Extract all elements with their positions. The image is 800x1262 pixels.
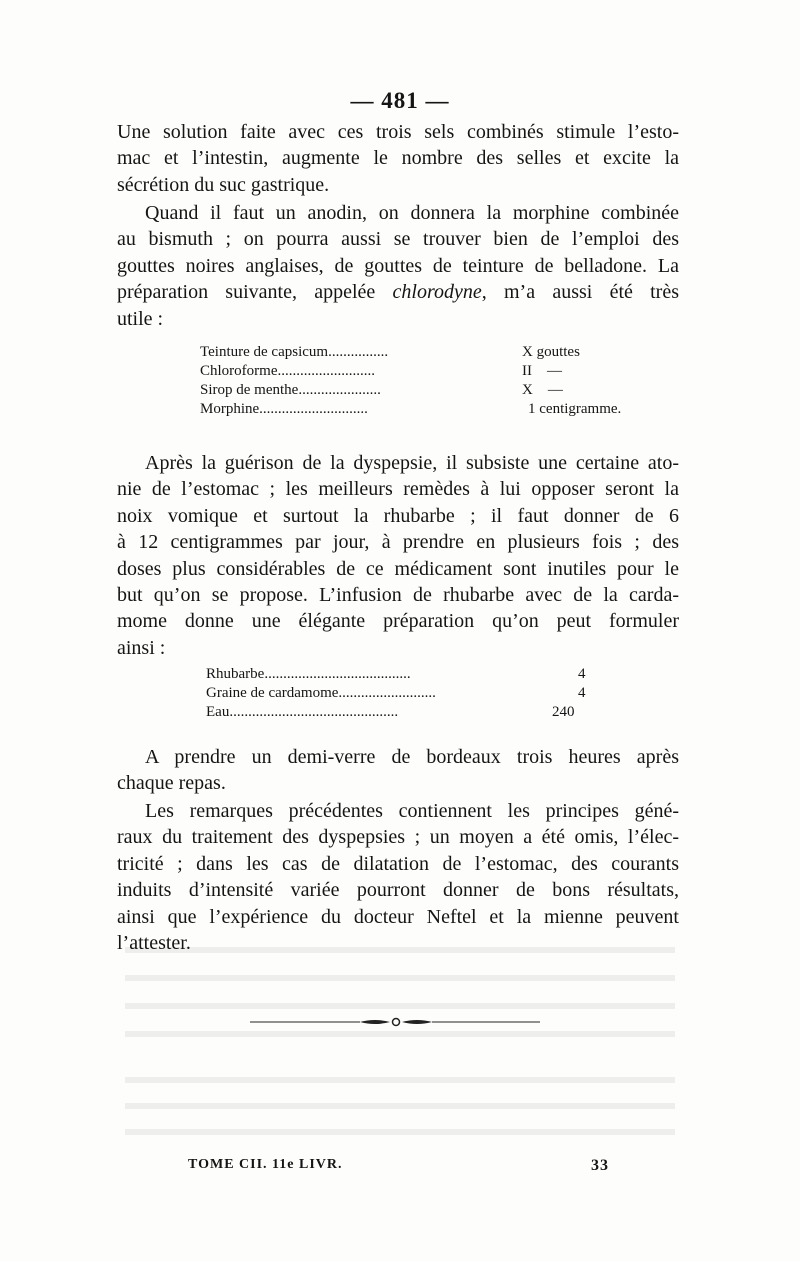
text-line: induits d’intensité variée pourront donner de bons résultats, bbox=[117, 879, 679, 902]
recipe-row bbox=[206, 665, 626, 684]
ingredient-quantity: X gouttes bbox=[522, 344, 580, 360]
text-line: chaque repas. bbox=[117, 772, 226, 795]
paragraph-3 bbox=[117, 450, 679, 661]
footer-signature-number: 33 bbox=[591, 1157, 609, 1174]
ingredient-quantity: 4 bbox=[578, 666, 586, 682]
text-fragment: , m’a aussi été très bbox=[481, 281, 680, 304]
ingredient-name: Eau............................................. bbox=[206, 704, 399, 720]
paragraph-4 bbox=[117, 744, 679, 797]
text-line: sécrétion du suc gastrique. bbox=[117, 173, 330, 196]
ingredient-name: Sirop de menthe...................... bbox=[200, 382, 381, 398]
ingredient-quantity: 4 bbox=[578, 685, 586, 701]
text-line: tricité ; dans les cas de dilatation de l’estomac, des courants bbox=[117, 852, 679, 875]
text-line: ainsi que l’expérience du docteur Neftel et la mienne peuvent bbox=[117, 905, 679, 928]
recipe-row bbox=[200, 381, 630, 400]
paragraph-2 bbox=[117, 200, 679, 332]
ingredient-quantity: 240 bbox=[552, 704, 575, 720]
recipe-row bbox=[200, 362, 630, 381]
ingredient-name: Graine de cardamome.......................... bbox=[206, 685, 436, 701]
text-line-with-italic bbox=[117, 279, 679, 305]
text-fragment: préparation suivante, appelée bbox=[117, 281, 393, 304]
ornament-divider-icon bbox=[250, 1016, 540, 1028]
ingredient-name: Teinture de capsicum................ bbox=[200, 344, 389, 360]
paragraph-1 bbox=[117, 119, 679, 198]
recipe-chlorodyne bbox=[200, 343, 630, 419]
text-line: raux du traitement des dyspepsies ; un moyen a été omis, l’élec- bbox=[117, 826, 679, 849]
text-line: mac et l’intestin, augmente le nombre des selles et excite la bbox=[117, 147, 679, 170]
paragraph-5 bbox=[117, 798, 679, 956]
recipe-row bbox=[206, 703, 626, 722]
text-line: l’attester. bbox=[117, 932, 191, 955]
text-line: doses plus considérables de ce médicament sont inutiles pour le bbox=[117, 557, 679, 580]
text-line: au bismuth ; on pourra aussi se trouver bien de l’emploi des bbox=[117, 228, 679, 251]
text-line: utile : bbox=[117, 307, 164, 330]
recipe-rhubarbe bbox=[206, 665, 626, 722]
text-line: gouttes noires anglaises, de gouttes de teinture de belladone. La bbox=[117, 254, 679, 277]
text-line: but qu’on se propose. L’infusion de rhubarbe avec de la carda- bbox=[117, 584, 679, 607]
page-number: — 481 — bbox=[350, 88, 450, 113]
ingredient-name: Chloroforme.......................... bbox=[200, 363, 375, 379]
text-line: nie de l’estomac ; les meilleurs remèdes à lui opposer seront la bbox=[117, 478, 679, 501]
footer-volume-info: TOME CII. 11e LIVR. bbox=[188, 1157, 343, 1172]
text-line: noix vomique et surtout la rhubarbe ; il faut donner de 6 bbox=[117, 504, 679, 527]
recipe-row bbox=[200, 343, 630, 362]
text-line: mome donne une élégante préparation qu’on peut formuler bbox=[117, 610, 679, 633]
recipe-row bbox=[206, 684, 626, 703]
text-line: Quand il faut un anodin, on donnera la morphine combinée bbox=[145, 202, 679, 224]
text-line: ainsi : bbox=[117, 636, 166, 659]
text-line: Une solution faite avec ces trois sels combinés stimule l’esto- bbox=[117, 121, 679, 143]
ingredient-name: Morphine............................. bbox=[200, 401, 368, 417]
text-line: à 12 centigrammes par jour, à prendre en plusieurs fois ; des bbox=[117, 531, 679, 554]
show-through-texture bbox=[115, 930, 685, 1170]
recipe-row bbox=[200, 400, 630, 419]
italic-term: chlorodyne bbox=[392, 281, 482, 304]
ingredient-quantity: 1 centigramme. bbox=[528, 401, 622, 417]
ingredient-quantity: II — bbox=[522, 363, 562, 379]
ingredient-quantity: X — bbox=[522, 382, 563, 398]
text-line: A prendre un demi-verre de bordeaux trois heures après bbox=[145, 746, 679, 768]
text-line: Après la guérison de la dyspepsie, il subsiste une certaine ato- bbox=[145, 452, 679, 474]
ingredient-name: Rhubarbe....................................... bbox=[206, 666, 411, 682]
text-line: Les remarques précédentes contiennent les principes géné- bbox=[145, 800, 679, 822]
